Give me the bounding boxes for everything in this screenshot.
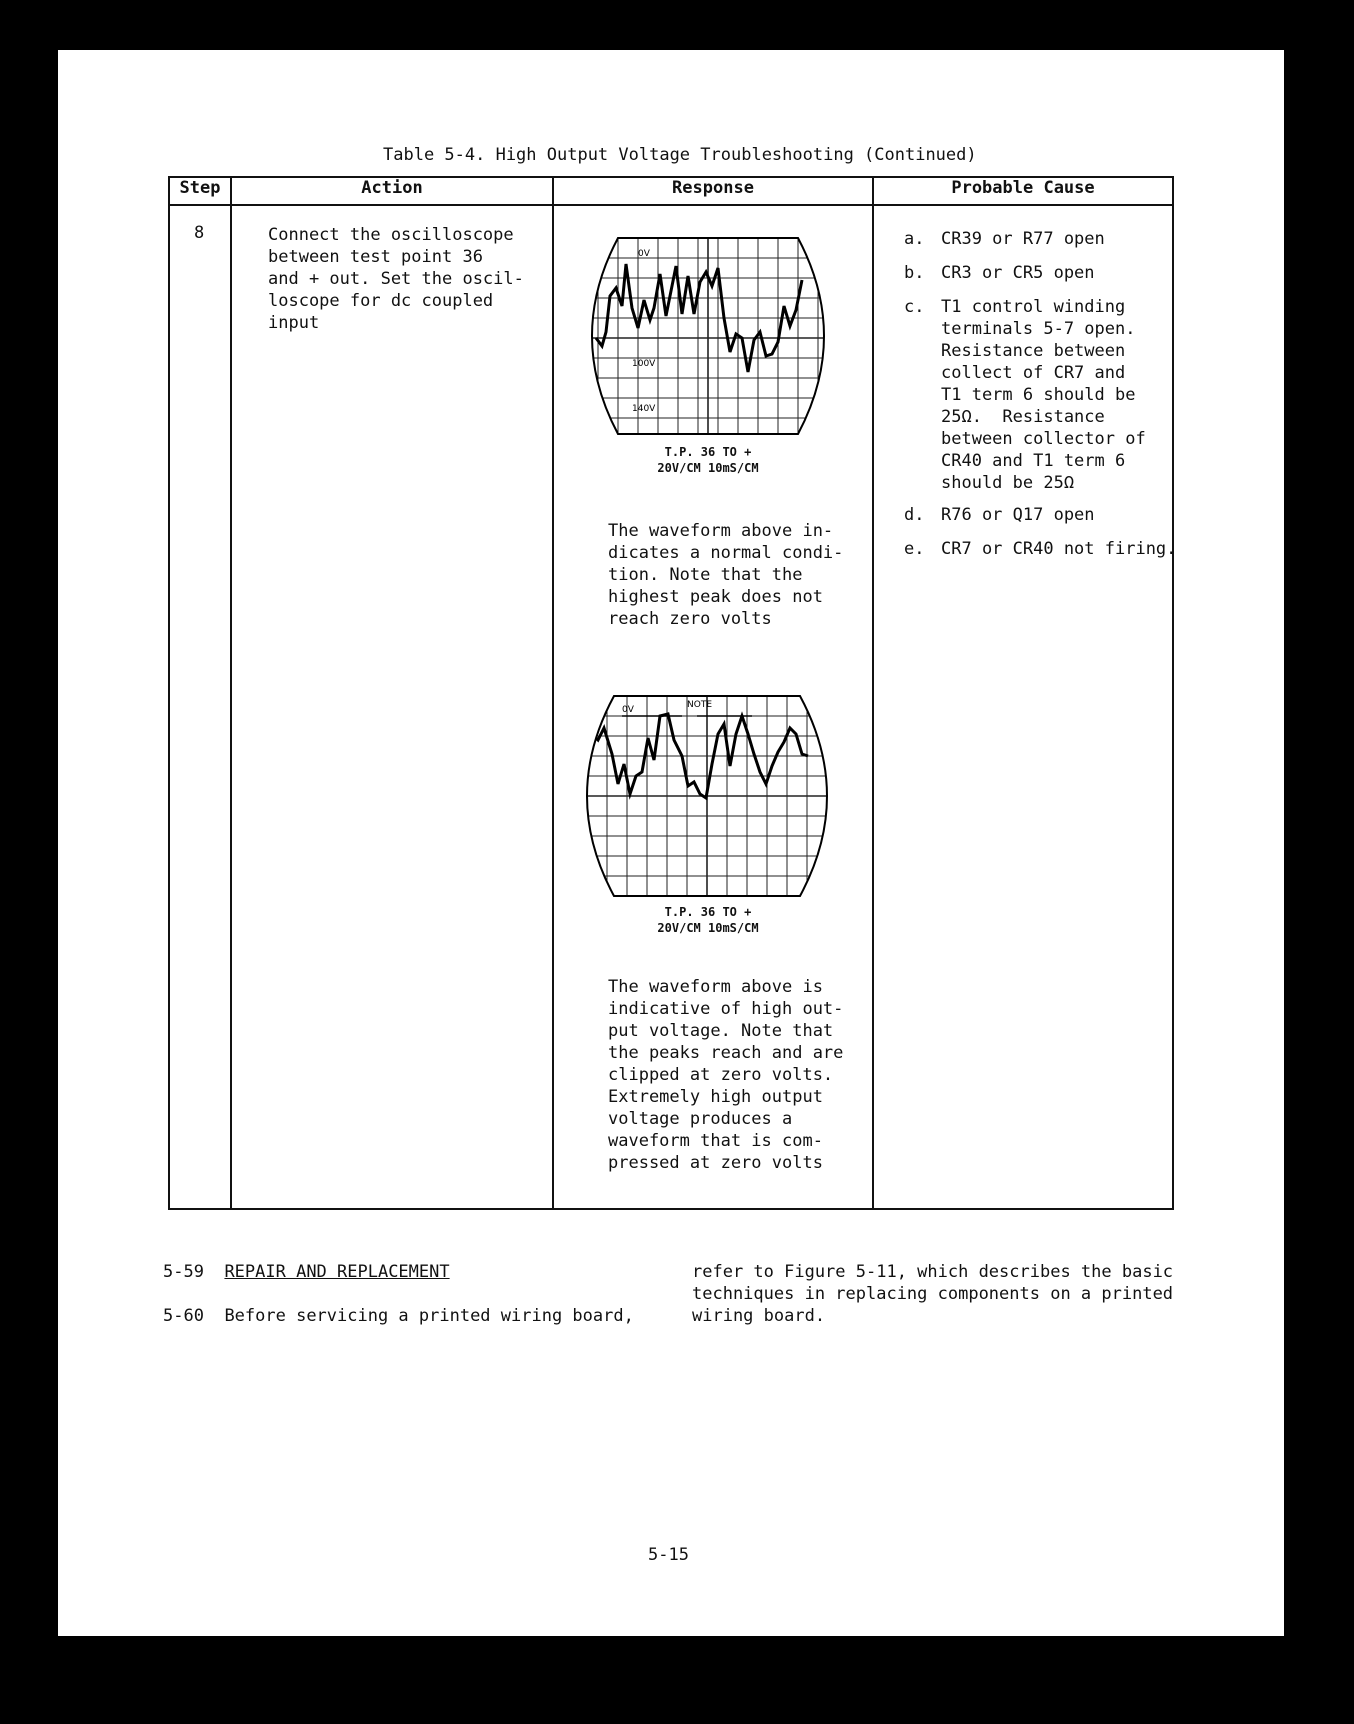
scope-label-0v: 0V [638, 249, 650, 259]
scope-settings: 20V/CM 10mS/CM [657, 921, 759, 935]
section-number: 5-59 [163, 1262, 204, 1282]
scope-caption [588, 444, 828, 476]
step-number: 8 [194, 223, 205, 243]
header-action: Action [231, 177, 553, 205]
oscilloscope-trace-normal [588, 236, 828, 436]
scope-label-note: NOTE [687, 700, 713, 710]
cause-key: a. [904, 229, 925, 249]
response-line: put voltage. Note that [608, 1021, 834, 1041]
action-cell [231, 205, 553, 1209]
section-heading [163, 1261, 450, 1283]
document-page [58, 50, 1284, 1636]
cause-key: c. [904, 297, 925, 317]
action-line: between test point 36 [268, 247, 483, 267]
action-line: and + out. Set the oscil- [268, 269, 524, 289]
scope-label-100v: 100V [632, 359, 656, 369]
paragraph-start [163, 1305, 634, 1327]
cause-key: e. [904, 539, 925, 559]
response-line: voltage produces a [608, 1109, 793, 1129]
troubleshooting-table [168, 176, 1177, 1210]
action-text [268, 224, 524, 334]
paragraph-line: refer to Figure 5-11, which describes the basic [692, 1262, 1174, 1282]
paragraph-line: wiring board. [692, 1306, 826, 1326]
paragraph-continued [692, 1261, 1173, 1327]
cause-text: R76 or Q17 open [941, 505, 1095, 525]
table-caption: Table 5-4. High Output Voltage Troubleshooting (Continued) [383, 145, 977, 165]
section-title: REPAIR AND REPLACEMENT [224, 1262, 450, 1282]
page-number: 5-15 [648, 1545, 689, 1565]
response-line: dicates a normal condi- [608, 543, 844, 563]
cause-text: T1 control winding terminals 5-7 open. Resistance between collect of CR7 and T1 term 6 should be 25Ω. Resistance between collector of CR40 and T1 term 6 should be 25Ω [941, 297, 1146, 493]
scope-label-140v: 140V [632, 404, 656, 414]
scope-label-0v: 0V [622, 705, 634, 715]
response-line: tion. Note that the [608, 565, 803, 585]
header-step: Step [169, 177, 231, 205]
response-line: waveform that is com- [608, 1131, 823, 1151]
cause-key: b. [904, 263, 925, 283]
cause-text: CR3 or CR5 open [941, 263, 1095, 283]
response-cell [553, 205, 873, 1209]
cause-key: d. [904, 505, 925, 525]
step-cell [169, 205, 231, 1209]
paragraph-number: 5-60 [163, 1306, 204, 1326]
probable-cause-cell [873, 205, 1177, 1209]
cause-text: CR39 or R77 open [941, 229, 1105, 249]
paragraph-line: techniques in replacing components on a printed [692, 1284, 1174, 1304]
header-probable-cause: Probable Cause [873, 177, 1173, 205]
action-line: loscope for dc coupled [268, 291, 494, 311]
test-point-label: T.P. 36 TO + [664, 445, 752, 459]
cause-text: CR7 or CR40 not firing. [941, 539, 1177, 559]
action-line: input [268, 313, 320, 333]
header-response: Response [553, 177, 873, 205]
oscilloscope-trace-high-output [582, 694, 832, 898]
response-line: reach zero volts [608, 609, 772, 629]
action-line: Connect the oscilloscope [268, 225, 514, 245]
scope-caption [588, 904, 828, 936]
response-line: clipped at zero volts. [608, 1065, 834, 1085]
scope-settings: 20V/CM 10mS/CM [657, 461, 759, 475]
paragraph-text: Before servicing a printed wiring board, [224, 1306, 634, 1326]
response-line: pressed at zero volts [608, 1153, 823, 1173]
response-line: indicative of high out- [608, 999, 844, 1019]
table-header-row [169, 177, 1173, 205]
response-text-high-output [608, 976, 843, 1174]
response-line: Extremely high output [608, 1087, 823, 1107]
response-line: The waveform above in- [608, 521, 834, 541]
response-line: highest peak does not [608, 587, 823, 607]
response-line: The waveform above is [608, 977, 823, 997]
table-row [169, 205, 1173, 1209]
response-text-normal [608, 520, 843, 630]
test-point-label: T.P. 36 TO + [664, 905, 752, 919]
response-line: the peaks reach and are [608, 1043, 844, 1063]
